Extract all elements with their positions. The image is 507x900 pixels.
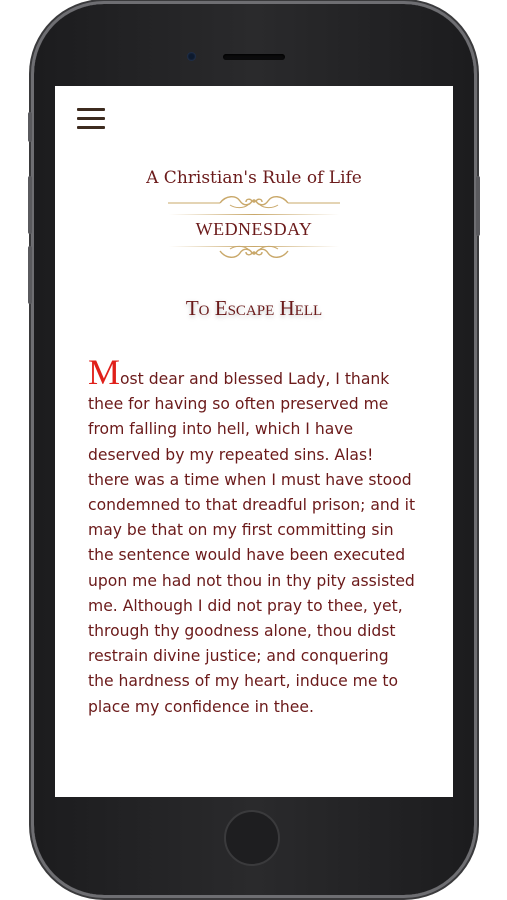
prayer-title: To Escape Hell: [185, 296, 323, 320]
volume-up-button: [28, 176, 32, 234]
app-title: A Christian's Rule of Life: [146, 168, 362, 188]
prayer-body-text: ost dear and blessed Lady, I thank thee for having so often preserved me from falling into hell, which I have deserved by my repeated sins. Alas! there was a time when I must have stood condemned to that dreadful prison; and it may be that on my first committing sin the sentence would have been executed upon me had not thou in thy pity assisted me. Although I did not pray to thee, yet, through thy goodness alone, thou didst restrain divine justice; and conquering the hardness of my heart, induce me to place my confidence in thee.: [88, 370, 416, 716]
divider-line-top: [169, 214, 339, 215]
mute-switch: [28, 112, 32, 142]
front-camera: [187, 52, 196, 61]
prayer-text: [88, 352, 418, 720]
hamburger-menu-icon[interactable]: [77, 108, 105, 130]
top-flourish-ornament: [164, 192, 344, 210]
home-button[interactable]: [224, 810, 280, 866]
volume-down-button: [28, 246, 32, 304]
earpiece-speaker: [223, 54, 285, 60]
day-heading: WEDNESDAY: [195, 219, 313, 239]
app-screen: [55, 86, 453, 797]
phone-frame: [34, 4, 474, 895]
power-button: [476, 176, 480, 236]
bottom-flourish-ornament: [164, 244, 344, 262]
drop-cap-initial: M: [88, 352, 121, 392]
